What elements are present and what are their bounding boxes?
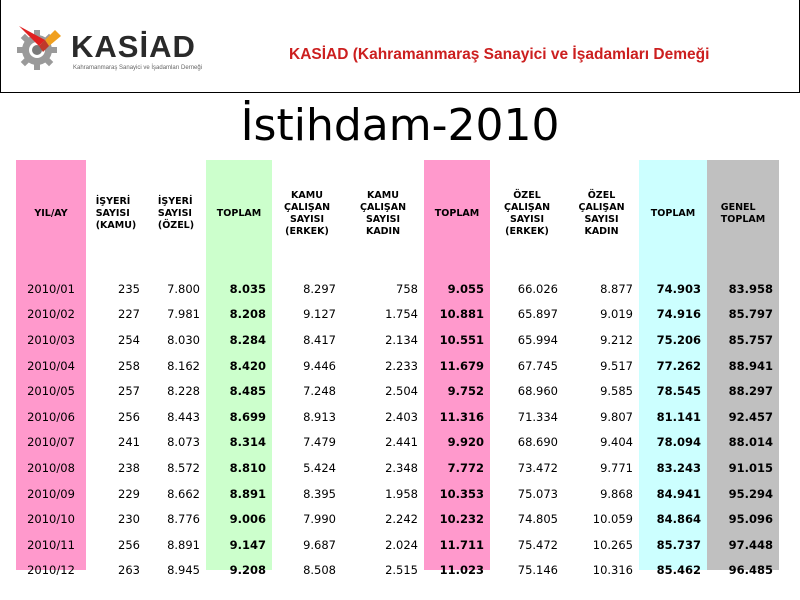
employment-table bbox=[16, 160, 779, 583]
table-cell: 7.479 bbox=[303, 435, 336, 450]
table-cell: 65.994 bbox=[517, 332, 558, 347]
table-cell: 8.891 bbox=[167, 537, 200, 552]
table-cell: 263 bbox=[118, 563, 140, 578]
table-cell: 8.417 bbox=[303, 332, 336, 347]
table-row bbox=[16, 353, 779, 379]
table-cell: 9.752 bbox=[447, 384, 484, 399]
table-cell: 2.504 bbox=[385, 384, 418, 399]
table-cell: 7.981 bbox=[167, 307, 200, 322]
header-ozel-erkek: ÖZEL ÇALIŞAN SAYISI (ERKEK) bbox=[503, 190, 551, 237]
table-cell: 8.877 bbox=[600, 281, 633, 296]
table-cell: 75.073 bbox=[517, 486, 558, 501]
table-cell: 9.208 bbox=[229, 563, 266, 578]
table-cell: 66.026 bbox=[517, 281, 558, 296]
table-cell: 85.797 bbox=[728, 307, 773, 322]
table-cell: 9.404 bbox=[600, 435, 633, 450]
table-row bbox=[16, 276, 779, 302]
table-cell: 9.006 bbox=[229, 512, 266, 527]
table-cell: 8.508 bbox=[303, 563, 336, 578]
table-cell: 10.353 bbox=[439, 486, 484, 501]
table-cell: 8.443 bbox=[167, 409, 200, 424]
table-cell: 2.134 bbox=[385, 332, 418, 347]
row-period-cell: 2010/12 bbox=[27, 563, 75, 578]
table-cell: 2.403 bbox=[385, 409, 418, 424]
row-period-cell: 2010/10 bbox=[27, 512, 75, 527]
table-cell: 8.913 bbox=[303, 409, 336, 424]
table-cell: 85.462 bbox=[656, 563, 701, 578]
table-cell: 9.517 bbox=[600, 358, 633, 373]
table-cell: 256 bbox=[118, 537, 140, 552]
logo-wordmark: KASİAD bbox=[71, 29, 196, 64]
table-cell: 7.800 bbox=[167, 281, 200, 296]
table-cell: 8.284 bbox=[229, 332, 266, 347]
table-cell: 75.146 bbox=[517, 563, 558, 578]
table-cell: 75.472 bbox=[517, 537, 558, 552]
header-isyeri-kamu: İŞYERİ SAYISI (KAMU) bbox=[95, 196, 137, 231]
table-cell: 88.941 bbox=[728, 358, 773, 373]
table-cell: 10.551 bbox=[439, 332, 484, 347]
table-cell: 85.737 bbox=[656, 537, 701, 552]
table-cell: 97.448 bbox=[728, 537, 773, 552]
table-cell: 230 bbox=[118, 512, 140, 527]
table-cell: 11.679 bbox=[439, 358, 484, 373]
table-cell: 9.771 bbox=[600, 460, 633, 475]
header-ozel-kadin: ÖZEL ÇALIŞAN SAYISI KADIN bbox=[578, 190, 625, 237]
table-cell: 9.920 bbox=[447, 435, 484, 450]
table-cell: 11.316 bbox=[439, 409, 484, 424]
table-cell: 9.687 bbox=[303, 537, 336, 552]
row-period-cell: 2010/07 bbox=[27, 435, 75, 450]
table-cell: 85.757 bbox=[728, 332, 773, 347]
table-cell: 81.141 bbox=[656, 409, 701, 424]
row-period-cell: 2010/09 bbox=[27, 486, 75, 501]
table-cell: 8.420 bbox=[229, 358, 266, 373]
table-cell: 5.424 bbox=[303, 460, 336, 475]
row-period-cell: 2010/11 bbox=[27, 537, 75, 552]
table-cell: 83.243 bbox=[656, 460, 701, 475]
table-cell: 9.127 bbox=[303, 307, 336, 322]
row-period-cell: 2010/06 bbox=[27, 409, 75, 424]
row-period-cell: 2010/02 bbox=[27, 307, 75, 322]
row-period-cell: 2010/05 bbox=[27, 384, 75, 399]
table-row bbox=[16, 481, 779, 507]
table-cell: 8.297 bbox=[303, 281, 336, 296]
table-cell: 241 bbox=[118, 435, 140, 450]
table-cell: 8.208 bbox=[229, 307, 266, 322]
table-cell: 10.881 bbox=[439, 307, 484, 322]
table-cell: 95.096 bbox=[728, 512, 773, 527]
table-cell: 8.891 bbox=[229, 486, 266, 501]
table-cell: 2.348 bbox=[385, 460, 418, 475]
kasiad-logo bbox=[15, 20, 225, 76]
table-cell: 8.395 bbox=[303, 486, 336, 501]
table-cell: 258 bbox=[118, 358, 140, 373]
row-period-cell: 2010/04 bbox=[27, 358, 75, 373]
table-cell: 10.316 bbox=[592, 563, 633, 578]
table-row bbox=[16, 327, 779, 353]
table-cell: 8.314 bbox=[229, 435, 266, 450]
table-cell: 1.958 bbox=[385, 486, 418, 501]
table-cell: 257 bbox=[118, 384, 140, 399]
table-cell: 9.868 bbox=[600, 486, 633, 501]
table-cell: 78.094 bbox=[656, 435, 701, 450]
table-row bbox=[16, 430, 779, 456]
row-period-cell: 2010/08 bbox=[27, 460, 75, 475]
table-cell: 8.162 bbox=[167, 358, 200, 373]
table-cell: 7.772 bbox=[447, 460, 484, 475]
table-cell: 92.457 bbox=[728, 409, 773, 424]
table-cell: 8.810 bbox=[229, 460, 266, 475]
table-cell: 10.059 bbox=[592, 512, 633, 527]
table-cell: 74.903 bbox=[656, 281, 701, 296]
table-cell: 229 bbox=[118, 486, 140, 501]
table-cell: 2.441 bbox=[385, 435, 418, 450]
table-cell: 65.897 bbox=[517, 307, 558, 322]
table-cell: 11.023 bbox=[439, 563, 484, 578]
header-isyeri-toplam: TOPLAM bbox=[216, 208, 262, 219]
table-row bbox=[16, 455, 779, 481]
table-cell: 235 bbox=[118, 281, 140, 296]
table-header-row bbox=[16, 160, 779, 268]
table-cell: 8.572 bbox=[167, 460, 200, 475]
table-row bbox=[16, 378, 779, 404]
table-body bbox=[16, 268, 779, 583]
table-cell: 84.941 bbox=[656, 486, 701, 501]
table-cell: 9.212 bbox=[600, 332, 633, 347]
table-cell: 95.294 bbox=[728, 486, 773, 501]
header-genel-toplam: GENEL TOPLAM bbox=[720, 202, 766, 225]
table-cell: 8.228 bbox=[167, 384, 200, 399]
table-cell: 8.699 bbox=[229, 409, 266, 424]
row-period-cell: 2010/03 bbox=[27, 332, 75, 347]
table-cell: 2.242 bbox=[385, 512, 418, 527]
table-row bbox=[16, 558, 779, 584]
table-row bbox=[16, 506, 779, 532]
table-row bbox=[16, 404, 779, 430]
table-row bbox=[16, 302, 779, 328]
table-cell: 1.754 bbox=[385, 307, 418, 322]
table-cell: 68.960 bbox=[517, 384, 558, 399]
table-cell: 68.690 bbox=[517, 435, 558, 450]
table-cell: 9.019 bbox=[600, 307, 633, 322]
table-cell: 11.711 bbox=[439, 537, 484, 552]
header-bar bbox=[0, 0, 800, 93]
table-cell: 9.585 bbox=[600, 384, 633, 399]
table-cell: 254 bbox=[118, 332, 140, 347]
table-cell: 227 bbox=[118, 307, 140, 322]
table-cell: 8.945 bbox=[167, 563, 200, 578]
table-cell: 91.015 bbox=[728, 460, 773, 475]
table-cell: 74.805 bbox=[517, 512, 558, 527]
table-cell: 77.262 bbox=[656, 358, 701, 373]
table-cell: 84.864 bbox=[656, 512, 701, 527]
table-cell: 8.662 bbox=[167, 486, 200, 501]
table-cell: 2.024 bbox=[385, 537, 418, 552]
table-cell: 8.073 bbox=[167, 435, 200, 450]
table-cell: 758 bbox=[396, 281, 418, 296]
header-kamu-toplam: TOPLAM bbox=[434, 208, 480, 219]
table-cell: 74.916 bbox=[656, 307, 701, 322]
table-cell: 8.776 bbox=[167, 512, 200, 527]
header-kamu-erkek: KAMU ÇALIŞAN SAYISI (ERKEK) bbox=[283, 190, 331, 237]
table-cell: 2.233 bbox=[385, 358, 418, 373]
table-cell: 7.990 bbox=[303, 512, 336, 527]
table-cell: 8.030 bbox=[167, 332, 200, 347]
row-period-cell: 2010/01 bbox=[27, 281, 75, 296]
table-cell: 96.485 bbox=[728, 563, 773, 578]
header-yil-ay: YIL/AY bbox=[34, 208, 68, 219]
table-cell: 8.485 bbox=[229, 384, 266, 399]
table-cell: 238 bbox=[118, 460, 140, 475]
table-cell: 10.232 bbox=[439, 512, 484, 527]
table-cell: 2.515 bbox=[385, 563, 418, 578]
table-cell: 83.958 bbox=[728, 281, 773, 296]
table-cell: 88.014 bbox=[728, 435, 773, 450]
table-cell: 75.206 bbox=[656, 332, 701, 347]
table-cell: 10.265 bbox=[592, 537, 633, 552]
table-cell: 67.745 bbox=[517, 358, 558, 373]
header-kamu-kadin: KAMU ÇALIŞAN SAYISI KADIN bbox=[359, 190, 407, 237]
table-row bbox=[16, 532, 779, 558]
page-title: İstihdam-2010 bbox=[240, 100, 560, 151]
table-cell: 88.297 bbox=[728, 384, 773, 399]
gear-logo-icon bbox=[15, 20, 75, 76]
table-cell: 78.545 bbox=[656, 384, 701, 399]
table-cell: 256 bbox=[118, 409, 140, 424]
organization-title: KASİAD (Kahramanmaraş Sanayici ve İşadamları Demeği bbox=[289, 46, 710, 63]
table-cell: 8.035 bbox=[229, 281, 266, 296]
logo-subtitle: Kahramanmaraş Sanayici ve İşadamları Derneği bbox=[73, 65, 203, 71]
table-cell: 9.807 bbox=[600, 409, 633, 424]
table-cell: 9.147 bbox=[229, 537, 266, 552]
header-isyeri-ozel: İŞYERİ SAYISI (ÖZEL) bbox=[157, 196, 195, 231]
table-cell: 7.248 bbox=[303, 384, 336, 399]
table-cell: 71.334 bbox=[517, 409, 558, 424]
table-cell: 73.472 bbox=[517, 460, 558, 475]
header-ozel-toplam: TOPLAM bbox=[650, 208, 696, 219]
table-cell: 9.055 bbox=[447, 281, 484, 296]
table-cell: 9.446 bbox=[303, 358, 336, 373]
